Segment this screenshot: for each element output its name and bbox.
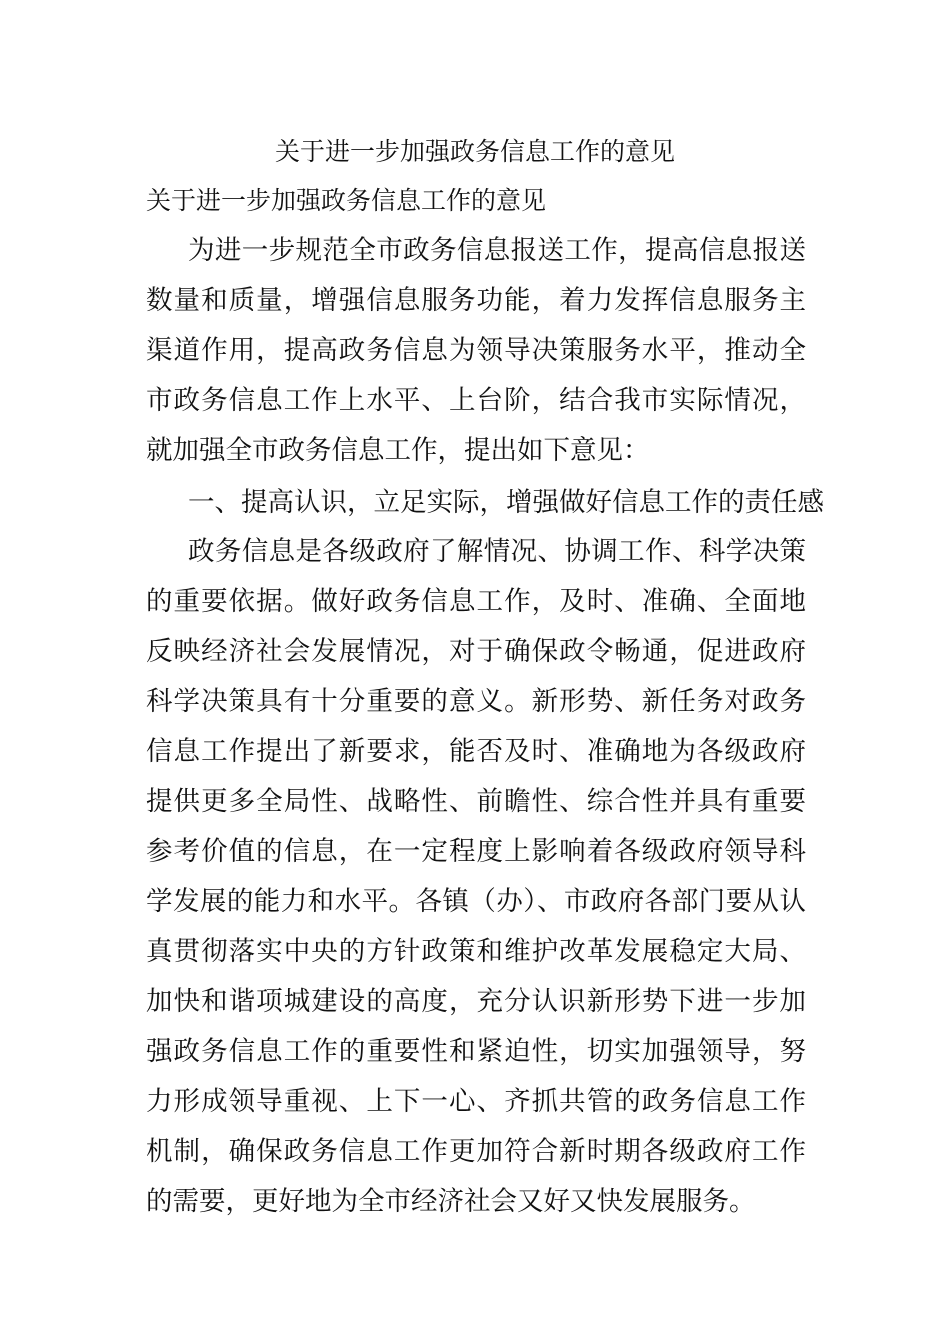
- section-paragraph: 政务信息是各级政府了解情况、协调工作、科学决策的重要依据。做好政务信息工作，及时、准确、全面地反映经济社会发展情况，对于确保政令畅通，促进政府科学决策具有十分重要的意义。新形势、新任务对政务信息工作提出了新要求，能否及时、准确地为各级政府提供更多全局性、战略性、前瞻性、综合性并具有重要参考价值的信息，在一定程度上影响着各级政府领导科学发展的能力和水平。各镇（办）、市政府各部门要从认真贯彻落实中央的方针政策和维护改革发展稳定大局、加快和谐项城建设的高度，充分认识新形势下进一步加强政务信息工作的重要性和紧迫性，切实加强领导，努力形成领导重视、上下一心、齐抓共管的政务信息工作机制，确保政务信息工作更加符合新时期各级政府工作的需要，更好地为全市经济社会又好又快发展服务。: [146, 536, 806, 1217]
- document-subtitle: 关于进一步加强政务信息工作的意见: [146, 186, 547, 215]
- intro-paragraph: 为进一步规范全市政务信息报送工作，提高信息报送数量和质量，增强信息服务功能，着力发挥信息服务主渠道作用，提高政务信息为领导决策服务水平，推动全市政务信息工作上水平、上台阶，结合我市实际情况，就加强全市政务信息工作，提出如下意见：: [146, 235, 806, 466]
- document-title: 关于进一步加强政务信息工作的意见: [274, 137, 675, 166]
- section-heading: 一、提高认识，立足实际，增强做好信息工作的责任感: [188, 487, 824, 518]
